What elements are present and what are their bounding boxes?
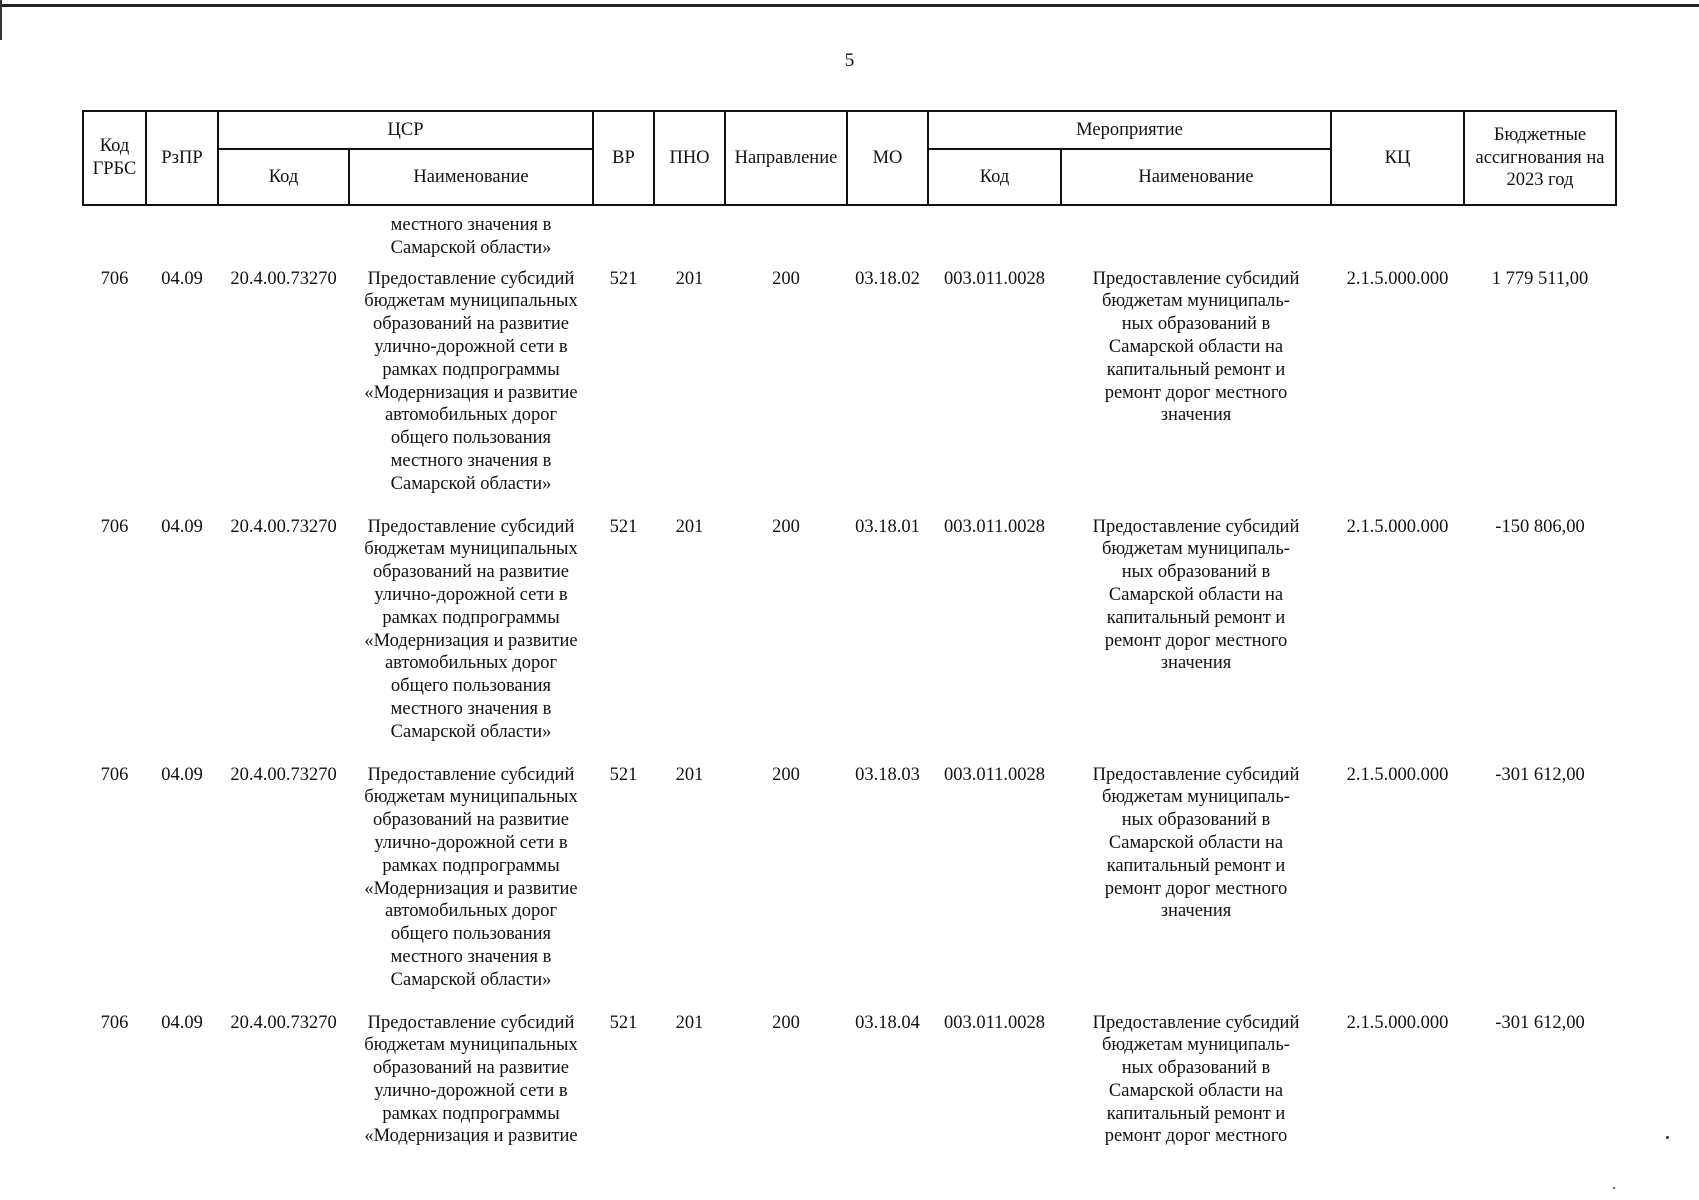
cell-vr: 521 xyxy=(609,764,638,785)
cell-vr: 521 xyxy=(609,1012,638,1033)
table-row xyxy=(83,1006,1616,1163)
continuation-row xyxy=(83,205,1616,262)
cell-kc: 2.1.5.000.000 xyxy=(1346,268,1449,289)
cell-rzpr: 04.09 xyxy=(161,1012,203,1033)
header-csr-name: Наименование xyxy=(349,149,593,205)
cell-event-code: 003.011.0028 xyxy=(943,268,1046,289)
header-vr: ВР xyxy=(593,111,654,205)
cell-event-code: 003.011.0028 xyxy=(943,764,1046,785)
cell-name: Предоставление субсидий бюджетам муниципальных образований на развитие улично-дорожной сети в рамках подпрограммы «Модернизация и развитие xyxy=(364,1012,578,1147)
table-row xyxy=(83,758,1616,1006)
cell-grbs: 706 xyxy=(100,1012,129,1033)
cell-direction: 200 xyxy=(772,516,800,537)
cell-mo: 03.18.04 xyxy=(855,1012,920,1033)
cell-amount: 1 779 511,00 xyxy=(1491,268,1589,289)
cell-direction: 200 xyxy=(772,1012,800,1033)
header-event-kod: Код xyxy=(928,149,1061,205)
table-body xyxy=(83,205,1616,1162)
cell-direction: 200 xyxy=(772,764,800,785)
header-mo: МО xyxy=(847,111,928,205)
scan-edge-top xyxy=(0,4,1699,7)
cell-pno: 201 xyxy=(675,516,704,537)
cell-grbs: 706 xyxy=(100,268,129,289)
cell-pno: 201 xyxy=(675,1012,704,1033)
cell-csr: 20.4.00.73270 xyxy=(230,1012,337,1033)
page-number: 5 xyxy=(844,50,855,71)
header-kod-grbs: Код ГРБС xyxy=(83,111,146,205)
cell-kc: 2.1.5.000.000 xyxy=(1346,1012,1449,1033)
cell-name: Предоставление субсидий бюджетам муниципальных образований на развитие улично-дорожной сети в рамках подпрограммы «Модернизация и развитие автомобильных дорог общего пользования местного значения в Самарской области» xyxy=(364,268,578,494)
cell-pno: 201 xyxy=(675,764,704,785)
header-kc: КЦ xyxy=(1331,111,1464,205)
budget-table xyxy=(82,110,1617,1162)
cell-kc: 2.1.5.000.000 xyxy=(1346,764,1449,785)
scan-speck xyxy=(1666,1136,1669,1139)
header-direction: Направление xyxy=(725,111,847,205)
cell-event-name: Предоставление субсидий бюджетам муниципаль- ных образований в Самарской области на капитальный ремонт и ремонт дорог местного значения xyxy=(1092,516,1300,674)
cell-pno: 201 xyxy=(675,268,704,289)
cell-grbs: 706 xyxy=(100,764,129,785)
cell-csr: 20.4.00.73270 xyxy=(230,764,337,785)
scan-edge-left xyxy=(0,0,2,40)
cell-mo: 03.18.03 xyxy=(855,764,920,785)
header-rzpr: РзПР xyxy=(146,111,218,205)
cell-direction: 200 xyxy=(772,268,800,289)
table-header xyxy=(83,111,1616,205)
cell-vr: 521 xyxy=(609,516,638,537)
cell-rzpr: 04.09 xyxy=(161,268,203,289)
cell-kc: 2.1.5.000.000 xyxy=(1346,516,1449,537)
cell-csr: 20.4.00.73270 xyxy=(230,268,337,289)
cell-name: Предоставление субсидий бюджетам муниципальных образований на развитие улично-дорожной сети в рамках подпрограммы «Модернизация и развитие автомобильных дорог общего пользования местного значения в Самарской области» xyxy=(364,764,578,990)
cell-csr: 20.4.00.73270 xyxy=(230,516,337,537)
cell-name: Предоставление субсидий бюджетам муниципальных образований на развитие улично-дорожной сети в рамках подпрограммы «Модернизация и развитие автомобильных дорог общего пользования местного значения в Самарской области» xyxy=(364,516,578,742)
header-event-name: Наименование xyxy=(1061,149,1331,205)
cell-amount: -150 806,00 xyxy=(1495,516,1585,537)
header-csr: ЦСР xyxy=(218,111,593,149)
cell-rzpr: 04.09 xyxy=(161,764,203,785)
table-row xyxy=(83,510,1616,758)
scan-speck xyxy=(1613,1187,1615,1189)
cell-vr: 521 xyxy=(609,268,638,289)
table-row xyxy=(83,262,1616,510)
cell-event-name: Предоставление субсидий бюджетам муниципаль- ных образований в Самарской области на капитальный ремонт и ремонт дорог местного значения xyxy=(1092,764,1300,922)
cell-mo: 03.18.01 xyxy=(855,516,920,537)
cell-event-name: Предоставление субсидий бюджетам муниципаль- ных образований в Самарской области на капитальный ремонт и ремонт дорог местного xyxy=(1092,1012,1300,1147)
continuation-text: местного значения в Самарской области» xyxy=(390,215,552,258)
cell-event-code: 003.011.0028 xyxy=(943,516,1046,537)
cell-mo: 03.18.02 xyxy=(855,268,920,289)
header-event: Мероприятие xyxy=(928,111,1331,149)
header-pno: ПНО xyxy=(654,111,725,205)
header-csr-kod: Код xyxy=(218,149,349,205)
cell-amount: -301 612,00 xyxy=(1495,1012,1585,1033)
cell-rzpr: 04.09 xyxy=(161,516,203,537)
cell-event-name: Предоставление субсидий бюджетам муниципаль- ных образований в Самарской области на капитальный ремонт и ремонт дорог местного значения xyxy=(1092,268,1300,426)
cell-amount: -301 612,00 xyxy=(1495,764,1585,785)
header-budget: Бюджетные ассигнования на 2023 год xyxy=(1464,111,1616,205)
cell-grbs: 706 xyxy=(100,516,129,537)
cell-event-code: 003.011.0028 xyxy=(943,1012,1046,1033)
